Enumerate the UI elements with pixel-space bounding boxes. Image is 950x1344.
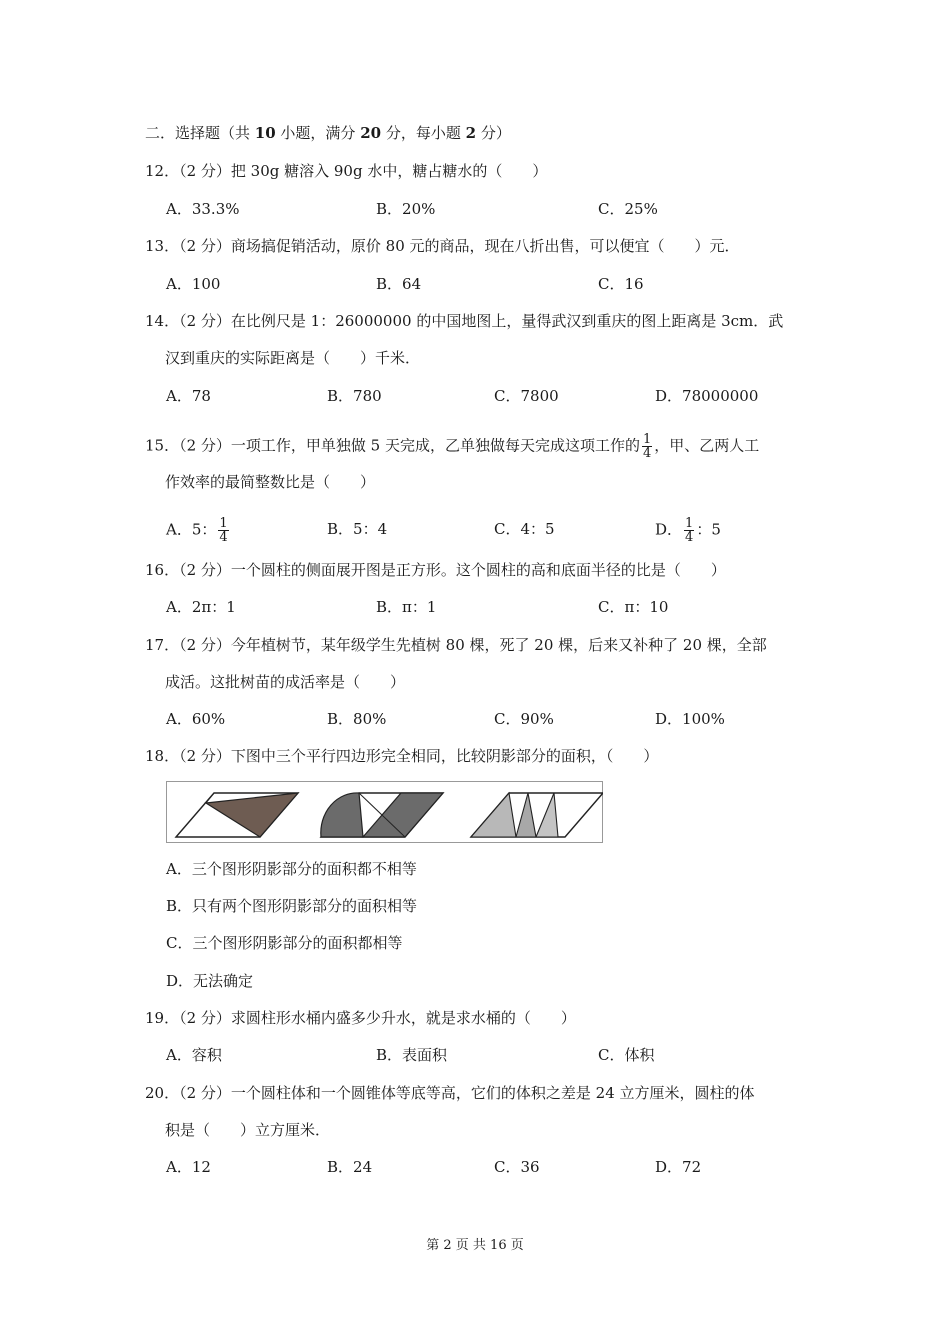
- question-15-option-c[interactable]: C．4：5: [494, 520, 555, 538]
- question-15-option-d-post: ：5: [696, 520, 721, 539]
- question-20-option-d[interactable]: D．72: [655, 1158, 702, 1176]
- question-17-option-d[interactable]: D．100%: [655, 710, 725, 728]
- question-14-text-line2: 汉到重庆的实际距离是（ ）千米．: [165, 349, 421, 367]
- question-19-option-a[interactable]: A．容积: [166, 1046, 222, 1064]
- fraction-numerator: 1: [642, 432, 652, 447]
- question-17-text-line1: 17．（2 分）今年植树节，某年级学生先植树 80 棵，死了 20 棵，后来又补种了 20 棵，全部: [145, 636, 767, 654]
- question-16-option-a[interactable]: A．2π：1: [166, 598, 236, 616]
- question-18-text: 18．（2 分）下图中三个平行四边形完全相同，比较阴影部分的面积，（ ）: [145, 747, 659, 765]
- question-19-option-b[interactable]: B．表面积: [376, 1046, 448, 1064]
- question-20-text-line1: 20．（2 分）一个圆柱体和一个圆锥体等底等高，它们的体积之差是 24 立方厘米，圆柱的体: [145, 1084, 755, 1102]
- question-15-option-b[interactable]: B．5：4: [327, 520, 388, 538]
- question-14-text-line1: 14．（2 分）在比例尺是 1：26000000 的中国地图上，量得武汉到重庆的图上距离是 3cm．武: [145, 312, 784, 330]
- question-count: 10: [254, 124, 276, 142]
- question-15-text-line1: [145, 433, 759, 460]
- question-18-option-d[interactable]: D．无法确定: [166, 972, 254, 990]
- per-question-score: 2: [465, 124, 477, 142]
- question-20-text-line2: 积是（ ）立方厘米．: [165, 1121, 331, 1139]
- question-19-text: 19．（2 分）求圆柱形水桶内盛多少升水，就是求水桶的（ ）: [145, 1009, 576, 1027]
- question-15-option-d-label: D．: [655, 520, 683, 539]
- section-heading-post: 分）: [476, 124, 511, 142]
- question-15-option-a-label: A．5：: [166, 520, 217, 539]
- question-12-option-c[interactable]: C．25%: [598, 200, 658, 218]
- parallelogram-figure: [166, 781, 603, 843]
- question-14-option-d[interactable]: D．78000000: [655, 387, 759, 405]
- question-13-option-c[interactable]: C．16: [598, 275, 644, 293]
- question-17-text-line2: 成活。这批树苗的成活率是（ ）: [165, 673, 406, 691]
- question-14-option-c[interactable]: C．7800: [494, 387, 559, 405]
- fraction-one-quarter: [642, 433, 652, 460]
- fraction-numerator: 1: [685, 516, 694, 531]
- question-15-text-line2: 作效率的最简整数比是（ ）: [165, 473, 376, 491]
- question-14-option-b[interactable]: B．780: [327, 387, 382, 405]
- fraction-one-quarter: [684, 517, 694, 544]
- total-score: 20: [360, 124, 382, 142]
- question-18-option-c[interactable]: C．三个图形阴影部分的面积都相等: [166, 934, 403, 952]
- question-16-text: 16．（2 分）一个圆柱的侧面展开图是正方形。这个圆柱的高和底面半径的比是（ ）: [145, 561, 726, 579]
- question-20-option-b[interactable]: B．24: [327, 1158, 373, 1176]
- question-16-option-b[interactable]: B．π：1: [376, 598, 437, 616]
- question-15-line1-pre: 15．（2 分）一项工作，甲单独做 5 天完成，乙单独做每天完成这项工作的: [145, 436, 640, 455]
- question-20-option-c[interactable]: C．36: [494, 1158, 540, 1176]
- question-15-line1-post: ，甲、乙两人工: [654, 436, 760, 455]
- fraction-denominator: 4: [219, 530, 228, 545]
- question-13-option-b[interactable]: B．64: [376, 275, 422, 293]
- question-17-option-b[interactable]: B．80%: [327, 710, 387, 728]
- fraction-numerator: 1: [219, 516, 228, 531]
- question-12-option-a[interactable]: A．33.3%: [166, 200, 240, 218]
- question-17-option-a[interactable]: A．60%: [166, 710, 226, 728]
- section-heading-mid2: 分，每小题: [381, 124, 466, 142]
- question-14-option-a[interactable]: A．78: [166, 387, 211, 405]
- question-18-option-a[interactable]: A．三个图形阴影部分的面积都不相等: [166, 860, 417, 878]
- question-15-option-a[interactable]: [166, 517, 231, 544]
- page-footer: 第 2 页 共 16 页: [426, 1238, 524, 1253]
- question-17-option-c[interactable]: C．90%: [494, 710, 554, 728]
- question-16-option-c[interactable]: C．π：10: [598, 598, 669, 616]
- section-heading-mid1: 小题，满分: [275, 124, 361, 142]
- question-20-option-a[interactable]: A．12: [166, 1158, 211, 1176]
- section-heading-pre: 二．选择题（共: [145, 124, 255, 142]
- fraction-denominator: 4: [642, 446, 652, 461]
- question-15-option-d[interactable]: [655, 517, 721, 544]
- fraction-one-quarter: [218, 517, 228, 544]
- question-13-text: 13．（2 分）商场搞促销活动，原价 80 元的商品，现在八折出售，可以便宜（ ）元．: [145, 237, 740, 255]
- question-12-option-b[interactable]: B．20%: [376, 200, 436, 218]
- section-heading: [145, 123, 511, 143]
- question-18-option-b[interactable]: B．只有两个图形阴影部分的面积相等: [166, 897, 418, 915]
- fraction-denominator: 4: [685, 530, 694, 545]
- question-19-option-c[interactable]: C．体积: [598, 1046, 655, 1064]
- question-12-text: 12．（2 分）把 30g 糖溶入 90g 水中，糖占糖水的（ ）: [145, 162, 548, 180]
- question-13-option-a[interactable]: A．100: [166, 275, 221, 293]
